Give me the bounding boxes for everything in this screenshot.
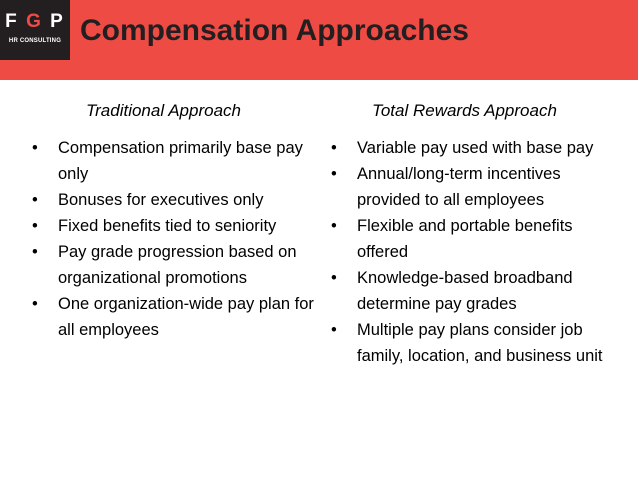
list-item: • Knowledge-based broadband determine pay grades	[329, 265, 619, 317]
logo-subtitle: HR CONSULTING	[8, 38, 62, 44]
traditional-approach-list	[30, 135, 330, 343]
list-item: • Compensation primarily base pay only	[30, 135, 330, 187]
list-item: • Flexible and portable benefits offered	[329, 213, 619, 265]
traditional-approach-heading: Traditional Approach	[86, 101, 241, 120]
slide-title: Compensation Approaches	[80, 14, 469, 47]
fgp-logo	[0, 0, 70, 60]
list-item: • Pay grade progression based on organizational promotions	[30, 239, 330, 291]
logo-letter-f: F	[5, 11, 19, 32]
logo-letter-g: G	[26, 11, 43, 32]
title-banner	[0, 0, 638, 80]
list-item: • Fixed benefits tied to seniority	[30, 213, 330, 239]
list-item: • Multiple pay plans consider job family, location, and business unit	[329, 317, 619, 369]
list-item: • Variable pay used with base pay	[329, 135, 619, 161]
list-item: • Annual/long-term incentives provided to all employees	[329, 161, 619, 213]
list-item: • Bonuses for executives only	[30, 187, 330, 213]
total-rewards-approach-heading: Total Rewards Approach	[372, 101, 557, 120]
total-rewards-approach-list	[329, 135, 619, 369]
list-item: • One organization-wide pay plan for all employees	[30, 291, 330, 343]
logo-letter-p: P	[50, 11, 65, 32]
